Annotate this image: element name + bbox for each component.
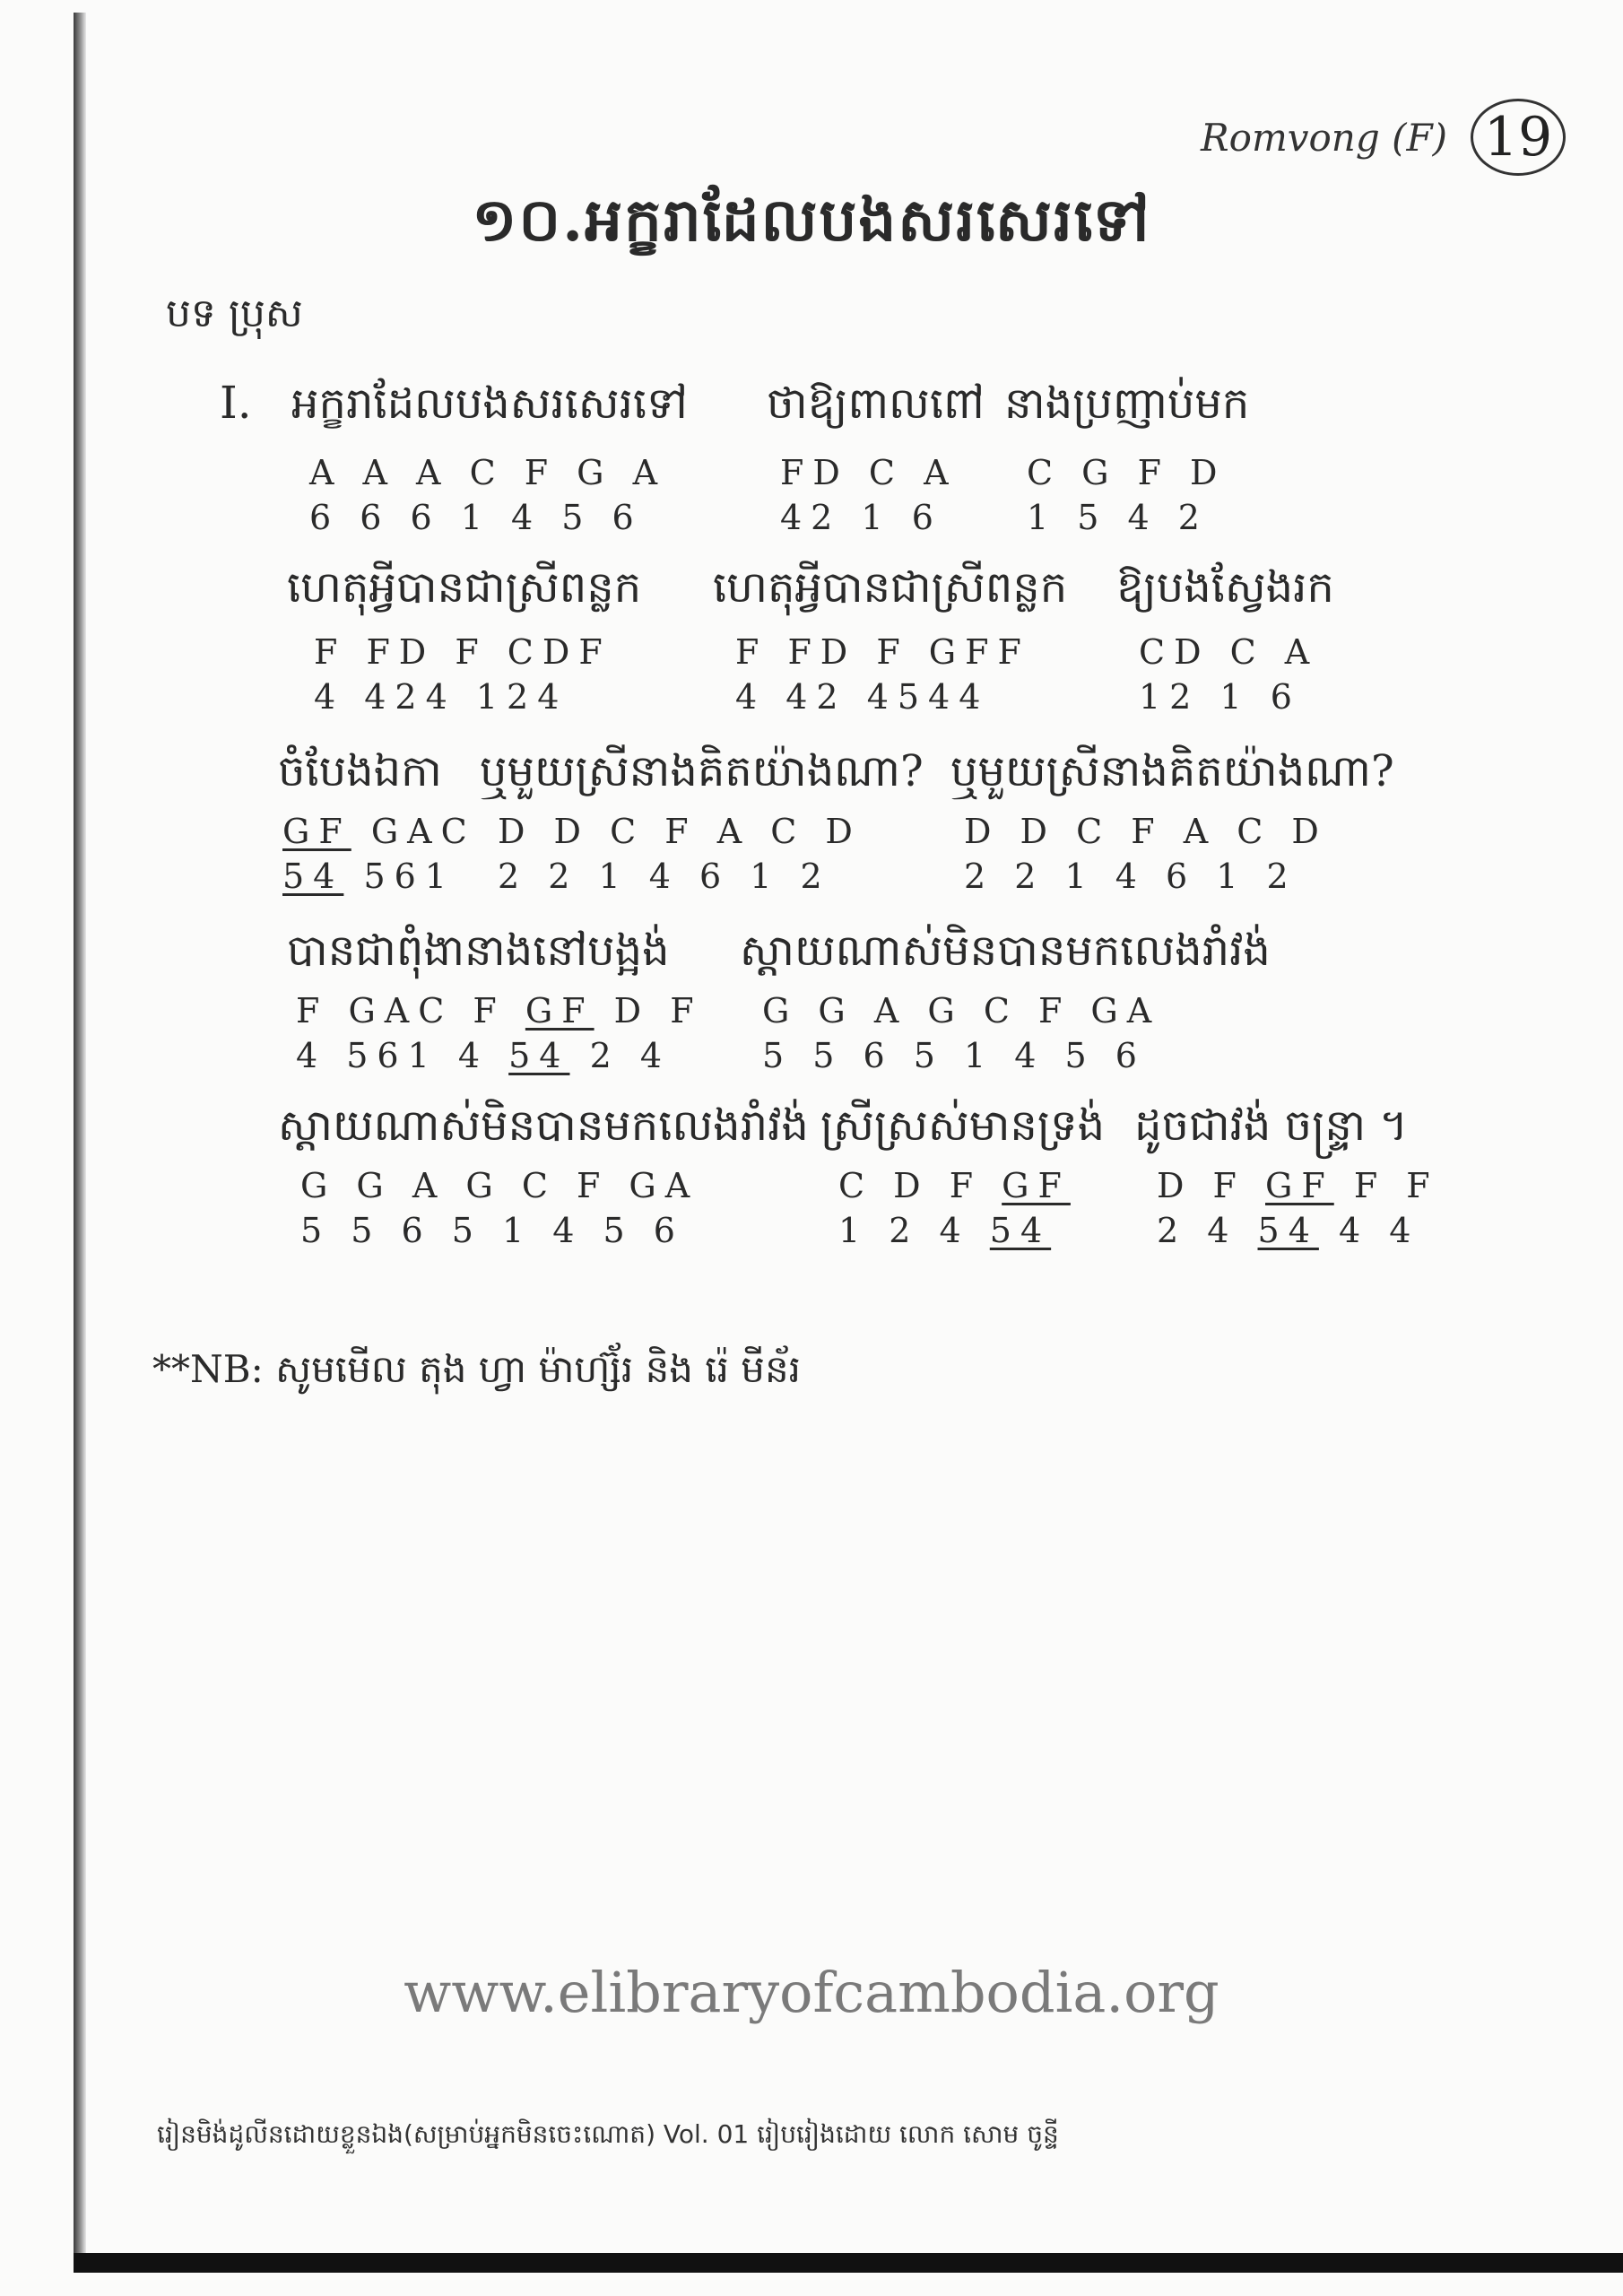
lyric-line-1-seg-3: នាងប្រញាប់មក <box>1004 378 1250 429</box>
notes-line-3-seg-2: D D C F A C D <box>498 812 862 851</box>
underlined-notes: GF <box>525 991 595 1031</box>
lyric-line-3-seg-1: ចំបែងឯកា <box>278 746 442 796</box>
lyric-line-4-seg-2: ស្តាយណាស់មិនបានមកលេងរាំវង់ <box>740 926 1271 976</box>
notes-line-5-seg-2: C D F GF <box>838 1166 1071 1205</box>
notes-line-5-seg-3: D F GF F F <box>1157 1166 1439 1205</box>
lyric-line-5-seg-3: ដូចជាវង់ ចន្ទ្រា ។ <box>1134 1100 1408 1151</box>
nums-line-5-seg-2: 1 2 4 54 <box>838 1211 1052 1250</box>
page-header <box>1201 99 1566 176</box>
nums-line-4-seg-2: 5 5 6 5 1 4 5 6 <box>762 1036 1146 1075</box>
nums-line-5-seg-1: 5 5 6 5 1 4 5 6 <box>300 1211 684 1250</box>
underlined-notes: GF <box>1265 1166 1334 1205</box>
notes-line-1-seg-2: FD C A <box>780 453 958 492</box>
underlined-nums: 54 <box>989 1211 1052 1250</box>
voice-label: បទ ប្រុស <box>166 291 303 336</box>
lyric-line-3-seg-2: ឬមួយស្រីនាងគិតយ៉ាងណា? <box>480 746 924 796</box>
lyric-line-1-seg-1: អក្ខរាដែលបងសរសេរទៅ <box>291 378 688 429</box>
notes-line-4-seg-1: F GAC F GF D F <box>296 991 703 1031</box>
underlined-notes: GF <box>1002 1166 1071 1205</box>
notes-line-2-seg-3: CD C A <box>1139 632 1319 672</box>
nums-line-3-seg-1: 54 561 <box>282 857 456 896</box>
running-head: Romvong (F) <box>1201 115 1447 160</box>
nums-line-5-seg-3: 2 4 54 4 4 <box>1157 1211 1420 1250</box>
page-bottom-edge <box>74 2253 1623 2273</box>
nums-line-4-seg-1: 4 561 4 54 2 4 <box>296 1036 671 1075</box>
footnote: **NB: សូមមើល តុង ហ្វា ម៉ាហ្ស៊័រ និង រ៉េ មីន័រ <box>152 1347 801 1391</box>
lyric-line-2-seg-1: ហេតុអ្វីបានជាស្រីពន្លក <box>287 562 642 613</box>
underlined-notes: GF <box>282 812 352 851</box>
nums-line-2-seg-2: 4 42 4544 <box>735 677 990 717</box>
lyric-line-5-seg-2: ស្រីស្រស់មានទ្រង់ <box>820 1100 1106 1151</box>
nums-line-3-seg-2: 2 2 1 4 6 1 2 <box>498 857 831 896</box>
nums-line-1-seg-1: 6 6 6 1 4 5 6 <box>309 498 643 537</box>
lyric-line-2-seg-2: ហេតុអ្វីបានជាស្រីពន្លក <box>713 562 1068 613</box>
notes-line-3-seg-1: GF GAC <box>282 812 476 851</box>
page-binding-edge <box>74 13 86 2264</box>
notes-line-3-seg-3: D D C F A C D <box>964 812 1328 851</box>
page-footer: រៀនមិង់ដូលីនដោយខ្លួនឯង(សម្រាប់អ្នកមិនចេះណោត) Vol. 01 រៀបរៀងដោយ លោក សោម ចូន្ទី <box>157 2119 1059 2149</box>
lyric-line-4-seg-1: បានជាពុំងានាងនៅបង្អង់ <box>287 926 670 976</box>
verse-number: I. <box>220 377 252 429</box>
notes-line-2-seg-2: F FD F GFF <box>735 632 1030 672</box>
notes-line-1-seg-3: C G F D <box>1027 453 1227 492</box>
lyric-line-3-seg-3: ឬមួយស្រីនាងគិតយ៉ាងណា? <box>950 746 1394 796</box>
notes-line-5-seg-1: G G A G C F GA <box>300 1166 699 1205</box>
nums-line-2-seg-1: 4 424 124 <box>314 677 568 717</box>
lyric-line-5-seg-1: ស្តាយណាស់មិនបានមកលេងរាំវង់ <box>278 1100 809 1151</box>
notes-line-2-seg-1: F FD F CDF <box>314 632 612 672</box>
nums-line-3-seg-3: 2 2 1 4 6 1 2 <box>964 857 1298 896</box>
underlined-nums: 54 <box>282 857 344 896</box>
underlined-nums: 54 <box>1257 1211 1319 1250</box>
nums-line-1-seg-2: 42 1 6 <box>780 498 942 537</box>
underlined-nums: 54 <box>508 1036 570 1075</box>
website-url: www.elibraryofcambodia.org <box>404 1960 1219 2025</box>
notes-line-4-seg-2: G G A G C F GA <box>762 991 1161 1031</box>
notes-line-1-seg-1: A A A C F G A <box>309 453 667 492</box>
song-title: ១០.អក្ខរាដែលបងសរសេរទៅ <box>472 185 1151 255</box>
page-number: 19 <box>1471 99 1566 176</box>
lyric-line-1-seg-2: ថាឱ្យពាលពៅ <box>767 378 985 429</box>
nums-line-1-seg-3: 1 5 4 2 <box>1027 498 1209 537</box>
lyric-line-2-seg-3: ឱ្យបងស្វែងរក <box>1116 562 1334 613</box>
nums-line-2-seg-3: 12 1 6 <box>1139 677 1301 717</box>
